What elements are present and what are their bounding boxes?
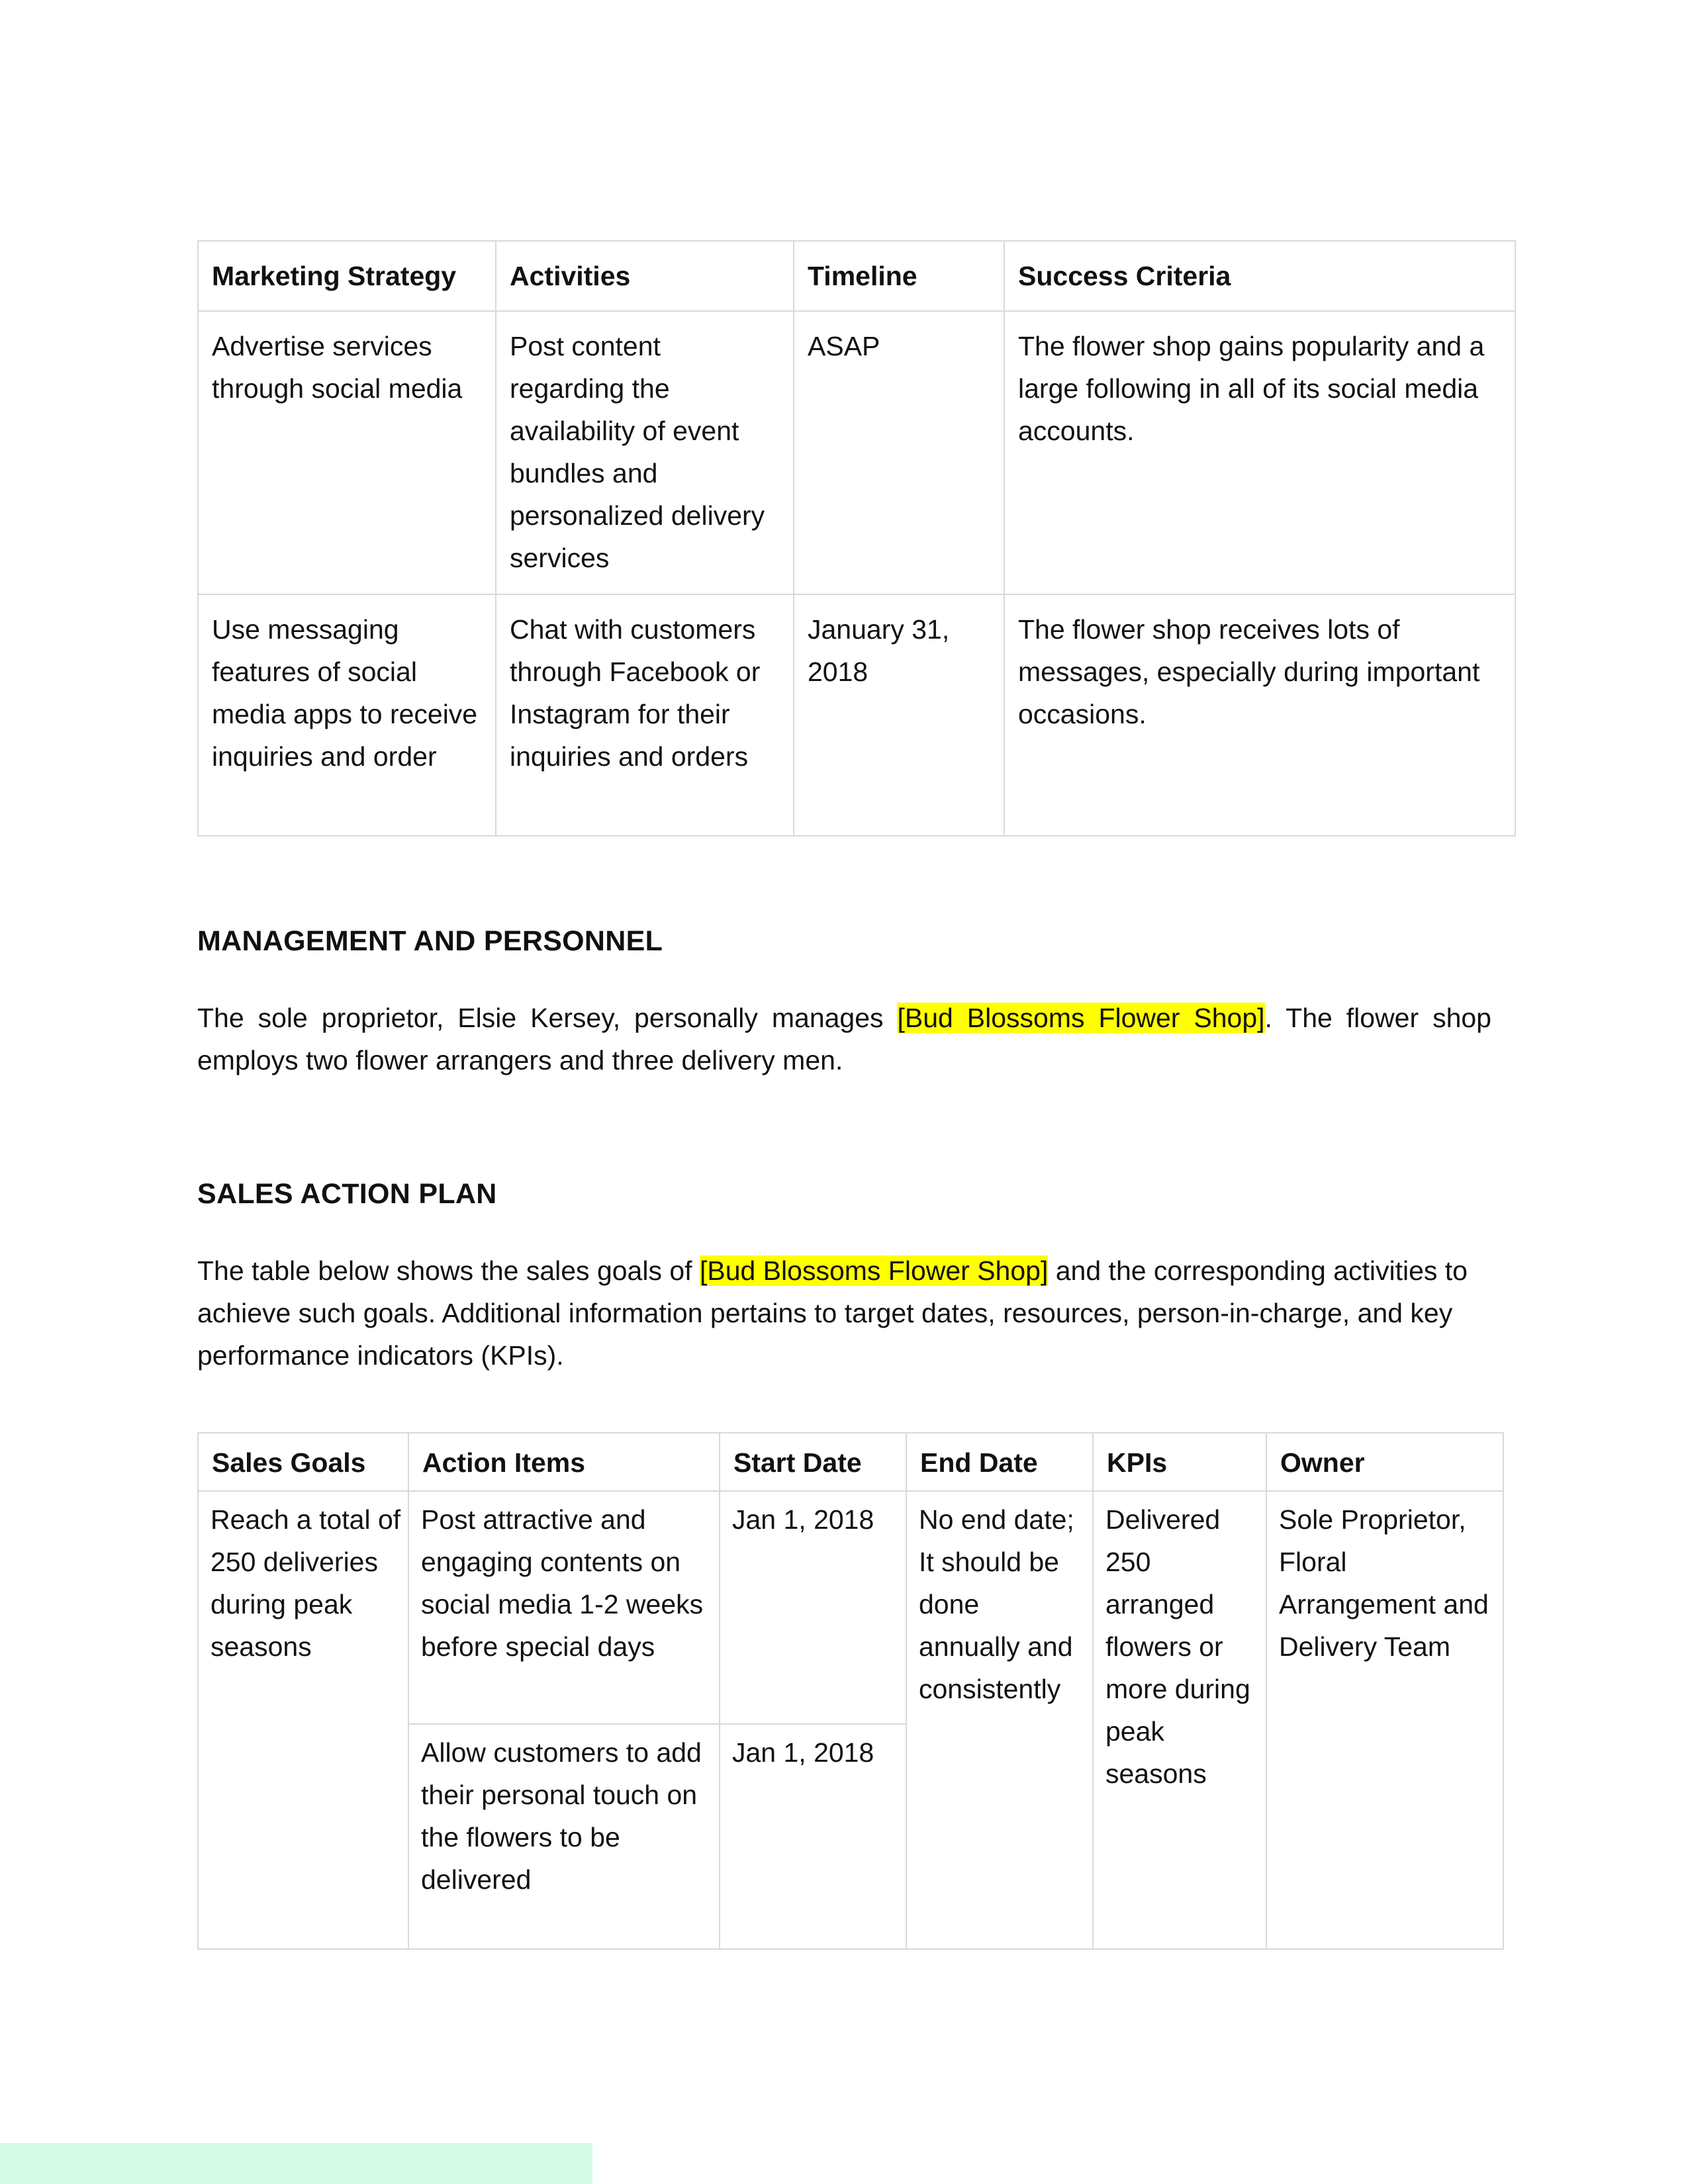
cell-start-date: Jan 1, 2018 <box>720 1491 906 1724</box>
management-text-after: . The flower shop employs two flower arrangers and three delivery men. <box>197 1003 1491 1075</box>
document-page <box>197 240 1515 1950</box>
table-header-row <box>198 241 1515 311</box>
cell-strategy: Use messaging features of social media apps to receive inquiries and order <box>198 594 496 836</box>
table-header-row <box>198 1433 1503 1491</box>
shop-name-highlight: [Bud Blossoms Flower Shop] <box>699 1255 1049 1286</box>
header-action-items: Action Items <box>408 1433 720 1491</box>
cell-timeline: ASAP <box>794 311 1004 594</box>
header-success-criteria: Success Criteria <box>1004 241 1515 311</box>
cell-success: The flower shop receives lots of messages, especially during important occasions. <box>1004 594 1515 836</box>
header-kpis: KPIs <box>1093 1433 1266 1491</box>
shop-name-highlight: [Bud Blossoms Flower Shop] <box>897 1003 1265 1033</box>
header-end-date: End Date <box>906 1433 1093 1491</box>
table-row <box>198 594 1515 836</box>
header-marketing-strategy: Marketing Strategy <box>198 241 496 311</box>
sales-action-plan-table <box>197 1432 1504 1950</box>
management-heading: MANAGEMENT AND PERSONNEL <box>197 925 663 957</box>
footer-band <box>0 2143 592 2184</box>
header-sales-goals: Sales Goals <box>198 1433 408 1491</box>
header-activities: Activities <box>496 241 794 311</box>
cell-end-date: No end date; It should be done annually and consistently <box>906 1491 1093 1949</box>
header-timeline: Timeline <box>794 241 1004 311</box>
sales-text-after: and the corresponding activities to achieve such goals. Additional information pertains to target dates, resources, person-in-charge, and key performance indicators (KPIs). <box>197 1255 1468 1371</box>
sales-paragraph <box>197 1250 1491 1377</box>
table-row <box>198 311 1515 594</box>
sales-action-plan-heading: SALES ACTION PLAN <box>197 1178 497 1210</box>
cell-start-date: Jan 1, 2018 <box>720 1724 906 1949</box>
cell-sales-goal: Reach a total of 250 deliveries during peak seasons <box>198 1491 408 1949</box>
cell-timeline: January 31, 2018 <box>794 594 1004 836</box>
cell-action-item: Post attractive and engaging contents on social media 1-2 weeks before special days <box>408 1491 720 1724</box>
cell-activities: Post content regarding the availability of event bundles and personalized delivery services <box>496 311 794 594</box>
cell-kpis: Delivered 250 arranged flowers or more during peak seasons <box>1093 1491 1266 1949</box>
header-owner: Owner <box>1266 1433 1503 1491</box>
cell-action-item: Allow customers to add their personal touch on the flowers to be delivered <box>408 1724 720 1949</box>
cell-success: The flower shop gains popularity and a large following in all of its social media accounts. <box>1004 311 1515 594</box>
sales-text-before: The table below shows the sales goals of <box>197 1255 700 1286</box>
cell-activities: Chat with customers through Facebook or Instagram for their inquiries and orders <box>496 594 794 836</box>
header-start-date: Start Date <box>720 1433 906 1491</box>
table-row <box>198 1491 1503 1724</box>
cell-owner: Sole Proprietor, Floral Arrangement and Delivery Team <box>1266 1491 1503 1949</box>
management-text-before: The sole proprietor, Elsie Kersey, personally manages <box>197 1003 898 1033</box>
cell-strategy: Advertise services through social media <box>198 311 496 594</box>
marketing-strategy-table <box>197 240 1516 837</box>
management-paragraph <box>197 997 1491 1081</box>
